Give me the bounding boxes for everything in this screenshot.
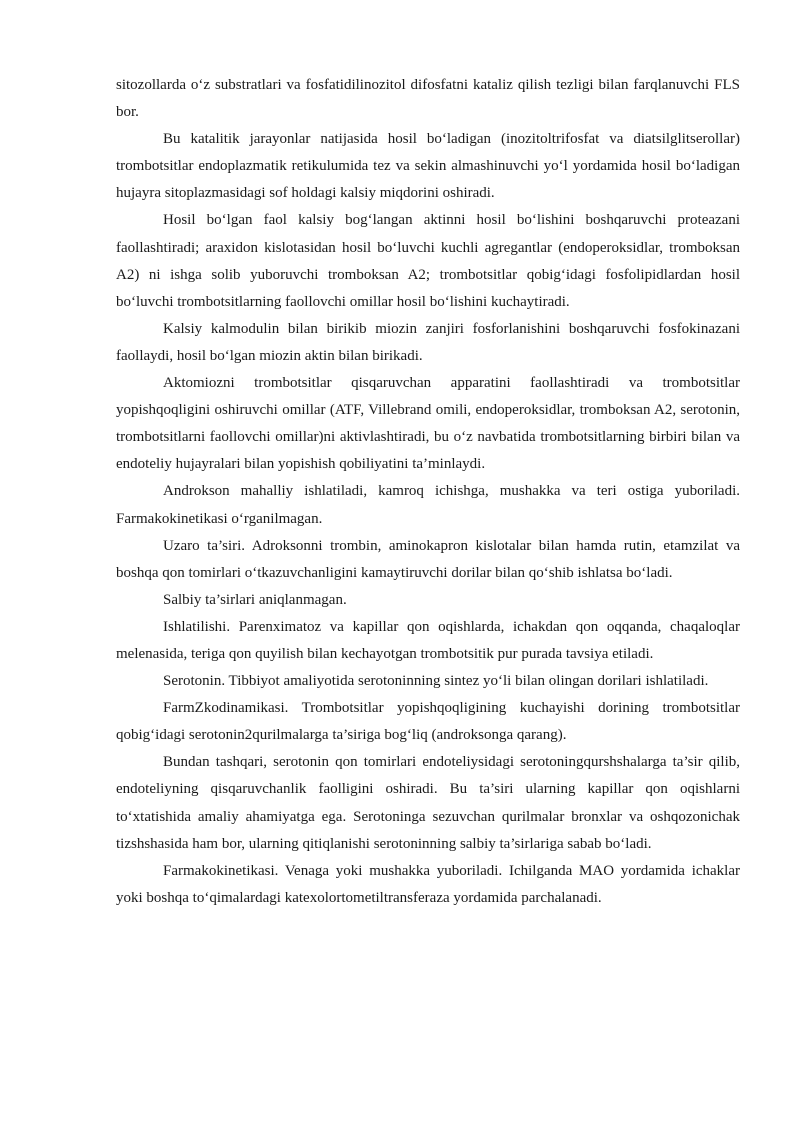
- paragraph: Salbiy ta’sirlari aniqlanmagan.: [163, 591, 347, 608]
- paragraph: Kalsiy kalmodulin bilan birikib miozin zanjiri fosforlanishini boshqaruvchi fosfokinazani faollaydi, hosil bo‘lgan miozin aktin bilan birikadi.: [116, 320, 740, 364]
- paragraph: Bundan tashqari, serotonin qon tomirlari endoteliysidagi serotoningqurshshalarga ta’sir qilib, endoteliyning qisqaruvchanlik faolligini oshiradi. Bu ta’siri ularning kapillar qon oqishlarni to‘xtatishida amaliy ahamiyatga ega. Serotoninga sezuvchan qurilmalar bronxlar va oshqozonichak tizshshasida ham bor, ularning qitiqlanishi serotoninning salbiy ta’sirlariga sabab bo‘ladi.: [116, 754, 740, 852]
- paragraph: Androkson mahalliy ishlatiladi, kamroq ichishga, mushakka va teri ostiga yuboriladi. Farmakokinetikasi o‘rganilmagan.: [116, 483, 740, 527]
- paragraph: Serotonin. Tibbiyot amaliyotida serotoninning sintez yo‘li bilan olingan dorilari ishlatiladi.: [163, 673, 709, 690]
- paragraph: Farmakokinetikasi. Venaga yoki mushakka yuboriladi. Ichilganda MAO yordamida ichaklar yoki boshqa to‘qimalardagi katexolortometiltransferaza yordamida parchalanadi.: [116, 862, 740, 906]
- paragraph: FarmZkodinamikasi. Trombotsitlar yopishqoqligining kuchayishi dorining trombotsitlar qobig‘idagi serotonin2qurilmalarga ta’siriga bog‘liq (androksonga qarang).: [116, 700, 740, 744]
- body-text: [116, 72, 740, 912]
- paragraph: Bu katalitik jarayonlar natijasida hosil bo‘ladigan (inozitoltrifosfat va diatsilglitserollar) trombotsitlar endoplazmatik retikulumida tez va sekin almashinuvchi yo‘l yordamida hosil bo‘ladigan hujayra sitoplazmasidagi sof holdagi kalsiy miqdorini oshiradi.: [116, 131, 740, 202]
- paragraph: Hosil bo‘lgan faol kalsiy bog‘langan aktinni hosil bo‘lishini boshqaruvchi proteazani faollashtiradi; araxidon kislotasidan hosil bo‘luvchi kuchli agregantlar (endoperoksidlar, tromboksan A2) ni ishga solib yuboruvchi tromboksan A2; trombotsitlar qobig‘idagi fosfolipidlardan hosil bo‘luvchi trombotsitlarning faollovchi omillar hosil bo‘lishini kuchaytiradi.: [116, 212, 740, 310]
- paragraph: Ishlatilishi. Parenximatoz va kapillar qon oqishlarda, ichakdan qon oqqanda, chaqaloqlar melenasida, teriga qon quyilish bilan kechayotgan trombotsitik pur purada tavsiya etiladi.: [116, 618, 740, 662]
- paragraph: Uzaro ta’siri. Adroksonni trombin, aminokapron kislotalar bilan hamda rutin, etamzilat va boshqa qon tomirlari o‘tkazuvchanligini kamaytiruvchi dorilar bilan qo‘shib ishlatsa bo‘ladi.: [116, 537, 740, 581]
- paragraph: Aktomiozni trombotsitlar qisqaruvchan apparatini faollashtiradi va trombotsitlar yopishqoqligini oshiruvchi omillar (ATF, Villebrand omili, endoperoksidlar, tromboksan A2, serotonin, trombotsitlarni faollovchi omillar)ni aktivlashtiradi, bu o‘z navbatida trombotsitlarning birbiri bilan va endoteliy hujayralari bilan yopishish qobiliyatini ta’minlaydi.: [116, 375, 740, 473]
- paragraph-continuation: sitozollarda o‘z substratlari va fosfatidilinozitol difosfatni kataliz qilish tezligi bilan farqlanuvchi FLS bor.: [116, 77, 740, 121]
